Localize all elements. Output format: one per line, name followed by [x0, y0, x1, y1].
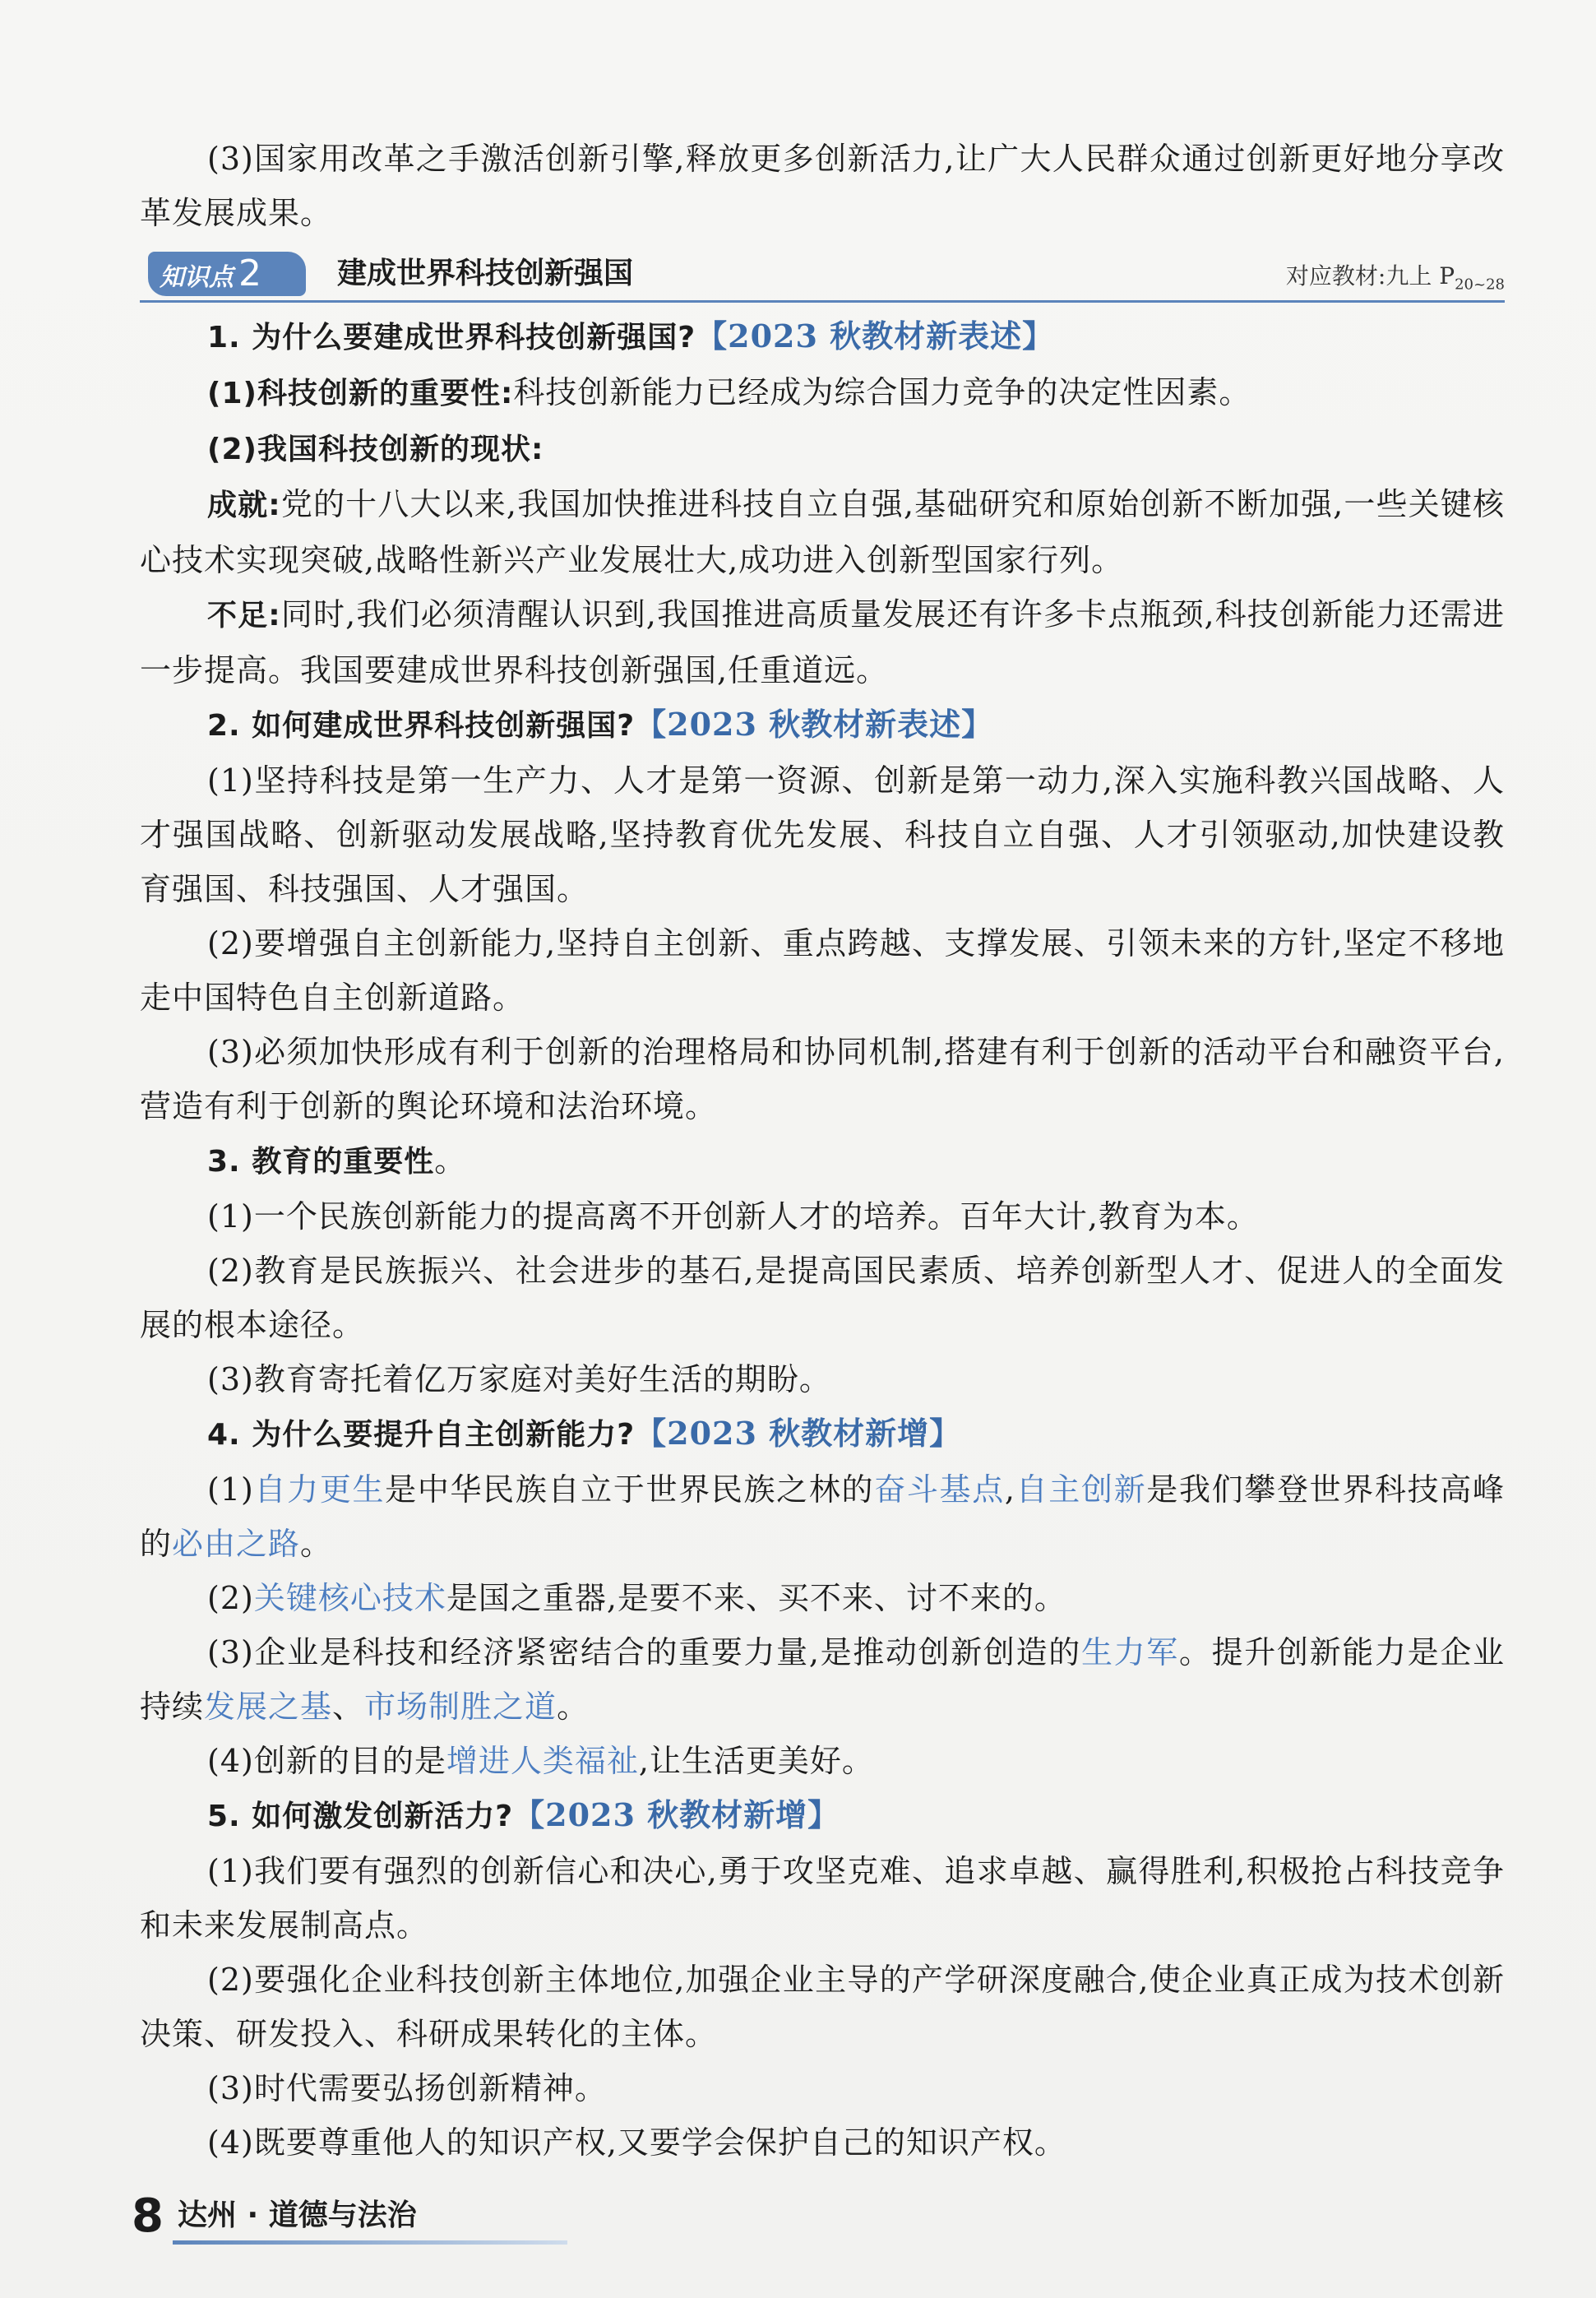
list-item: (2)要强化企业科技创新主体地位,加强企业主导的产学研深度融合,使企业真正成为技术创新决策、研发投入、科研成果转化的主体。: [140, 1962, 1505, 2052]
list-item: (4)创新的目的是增进人类福祉,让生活更美好。: [207, 1743, 874, 1779]
list-item: (2)我国科技创新的现状:: [207, 433, 544, 466]
list-item: 不足:同时,我们必须清醒认识到,我国推进高质量发展还有许多卡点瓶颈,科技创新能力还需进一步提高。我国要建成世界科技创新强国,任重道远。: [140, 596, 1505, 688]
list-item: 成就:党的十八大以来,我国加快推进科技自立自强,基础研究和原始创新不断加强,一些关键核心技术实现突破,战略性新兴产业发展壮大,成功进入创新型国家行列。: [140, 486, 1505, 578]
content: [140, 132, 1505, 2170]
footer-underline: [173, 2240, 567, 2245]
list-item: (1)一个民族创新能力的提高离不开创新人才的培养。百年大计,教育为本。: [207, 1198, 1259, 1235]
page-number: 8: [132, 2189, 164, 2243]
question-heading: 4. 为什么要提升自主创新能力?【2023 秋教材新增】: [207, 1415, 962, 1452]
list-item: (3)必须加快形成有利于创新的治理格局和协同机制,搭建有利于创新的活动平台和融资平台,营造有利于创新的舆论环境和法治环境。: [140, 1034, 1505, 1124]
list-item: (3)时代需要弘扬创新精神。: [207, 2070, 607, 2106]
paragraph: (3)国家用改革之手激活创新引擎,释放更多创新活力,让广大人民群众通过创新更好地分享改革发展成果。: [140, 141, 1505, 231]
list-item: (2)关键核心技术是国之重器,是要不来、买不来、讨不来的。: [207, 1580, 1066, 1616]
question-heading: 5. 如何激发创新活力?【2023 秋教材新增】: [207, 1796, 840, 1833]
question-heading: 2. 如何建成世界科技创新强国?【2023 秋教材新表述】: [207, 706, 994, 743]
list-item: (3)企业是科技和经济紧密结合的重要力量,是推动创新创造的生力军。提升创新能力是企业持续发展之基、市场制胜之道。: [140, 1634, 1505, 1725]
list-item: (1)自力更生是中华民族自立于世界民族之林的奋斗基点,自主创新是我们攀登世界科技高峰的必由之路。: [140, 1471, 1505, 1562]
page-footer: [132, 2188, 625, 2245]
section-title: 建成世界科技创新强国: [337, 257, 634, 290]
section-divider: [140, 300, 1505, 303]
question-heading: 1. 为什么要建成世界科技创新强国?【2023 秋教材新表述】: [207, 317, 1055, 354]
textbook-reference: 对应教材:九上 $P_{20\sim 28}$: [1285, 262, 1505, 294]
list-item: (1)我们要有强烈的创新信心和决心,勇于攻坚克难、追求卓越、赢得胜利,积极抢占科技竞争和未来发展制高点。: [140, 1853, 1505, 1944]
list-item: (3)教育寄托着亿万家庭对美好生活的期盼。: [207, 1361, 831, 1397]
section-header: [140, 243, 1505, 306]
list-item: (1)坚持科技是第一生产力、人才是第一资源、创新是第一动力,深入实施科教兴国战略、人才强国战略、创新驱动发展战略,坚持教育优先发展、科技自立自强、人才引领驱动,加快建设教育强国、科技强国、人才强国。: [140, 762, 1505, 907]
question-heading: 3. 教育的重要性。: [207, 1142, 467, 1179]
book-title: 达州 · 道德与法治: [178, 2198, 417, 2232]
list-item: (1)科技创新的重要性:科技创新能力已经成为综合国力竞争的决定性因素。: [207, 374, 1251, 410]
list-item: (2)教育是民族振兴、社会进步的基石,是提高国民素质、培养创新型人才、促进人的全面发展的根本途径。: [140, 1253, 1505, 1343]
list-item: (4)既要尊重他人的知识产权,又要学会保护自己的知识产权。: [207, 2124, 1066, 2161]
list-item: (2)要增强自主创新能力,坚持自主创新、重点跨越、支撑发展、引领未来的方针,坚定不移地走中国特色自主创新道路。: [140, 925, 1505, 1016]
knowledge-point-badge: 知识点 2: [148, 252, 306, 296]
